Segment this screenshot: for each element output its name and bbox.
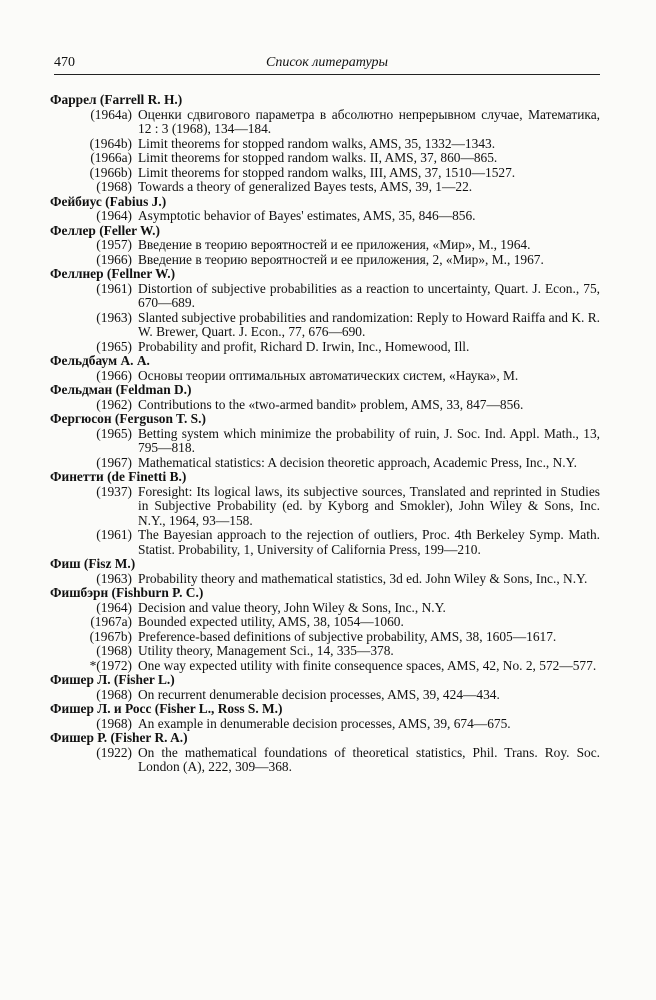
entry-text: Betting system which minimize the probability of ruin, J. Soc. Ind. Appl. Math., 13, 795—818. xyxy=(138,425,600,455)
reference-entry xyxy=(50,108,600,137)
author-name: Феллер (Feller W.) xyxy=(50,222,160,238)
entry-text: Оценки сдвигового параметра в абсолютно непрерывном случае, Математика, 12 : 3 (1968), 134—184. xyxy=(138,106,600,136)
reference-entry xyxy=(50,137,600,152)
entry-year: (1965) xyxy=(96,338,132,354)
entry-year: (1964) xyxy=(96,208,132,223)
reference-entry xyxy=(50,209,600,224)
entry-year: (1962) xyxy=(96,396,132,412)
reference-group xyxy=(50,354,600,383)
entry-year: (1968) xyxy=(96,686,132,702)
entry-year: (1966b) xyxy=(89,164,132,180)
reference-entry xyxy=(50,528,600,557)
entry-year: (1967) xyxy=(96,454,132,470)
entry-text: Введение в теорию вероятностей и ее приложения, 2, «Мир», М., 1967. xyxy=(138,251,544,267)
entry-year: (1966) xyxy=(96,367,132,383)
entry-year: (1961) xyxy=(96,527,132,542)
reference-group xyxy=(50,195,600,224)
entry-year: (1967a) xyxy=(90,614,132,629)
entry-text: Decision and value theory, John Wiley & Sons, Inc., N.Y. xyxy=(138,599,446,615)
running-title: Список литературы xyxy=(266,55,388,70)
reference-entry xyxy=(50,369,600,384)
entry-text: Utility theory, Management Sci., 14, 335—378. xyxy=(138,643,394,658)
reference-entry xyxy=(50,746,600,775)
entry-text: Probability and profit, Richard D. Irwin, Inc., Homewood, Ill. xyxy=(138,338,470,354)
author-name: Фельдман (Feldman D.) xyxy=(50,382,192,397)
reference-entry xyxy=(50,630,600,645)
entry-year: (1965) xyxy=(96,425,132,441)
reference-group xyxy=(50,673,600,702)
entry-text: Slanted subjective probabilities and randomization: Reply to Howard Raiffa and K. R. W. Brewer, Quart. J. Econ., 77, 676—690. xyxy=(138,309,600,339)
reference-group xyxy=(50,557,600,586)
entry-year: *(1972) xyxy=(89,657,132,673)
entry-year: (1968) xyxy=(96,179,132,194)
entry-text: One way expected utility with finite consequence spaces, AMS, 42, No. 2, 572—577. xyxy=(138,657,597,673)
reference-group xyxy=(50,412,600,470)
author-name: Фишер Л. и Росс (Fisher L., Ross S. M.) xyxy=(50,701,283,716)
entry-year: (1964) xyxy=(96,599,132,615)
author-name: Фаррел (Farrell R. H.) xyxy=(50,92,183,107)
author-name: Фельдбаум А. А. xyxy=(50,353,150,368)
entry-text: On recurrent denumerable decision processes, AMS, 39, 424—434. xyxy=(138,686,500,702)
entry-text: Bounded expected utility, AMS, 38, 1054—1060. xyxy=(138,614,404,629)
reference-entry xyxy=(50,659,600,674)
reference-entry xyxy=(50,151,600,166)
entry-text: Distortion of subjective probabilities as a reaction to uncertainty, Quart. J. Econ., 75, 670—689. xyxy=(138,280,600,310)
entry-year: (1922) xyxy=(96,744,132,760)
reference-group xyxy=(50,93,600,195)
reference-group xyxy=(50,731,600,775)
reference-list xyxy=(50,93,600,775)
reference-entry xyxy=(50,485,600,529)
reference-entry xyxy=(50,615,600,630)
author-name: Фишер Р. (Fisher R. A.) xyxy=(50,730,188,745)
entry-year: (1957) xyxy=(96,237,132,252)
entry-year: (1968) xyxy=(96,643,132,658)
entry-year: (1937) xyxy=(96,483,132,499)
reference-entry xyxy=(50,717,600,732)
author-name: Фейбиус (Fabius J.) xyxy=(50,193,167,209)
entry-text: Mathematical statistics: A decision theoretic approach, Academic Press, Inc., N.Y. xyxy=(138,454,577,470)
entry-text: Preference-based definitions of subjective probability, AMS, 38, 1605—1617. xyxy=(138,628,557,644)
author-name: Фишер Л. (Fisher L.) xyxy=(50,672,175,687)
reference-entry xyxy=(50,340,600,355)
reference-entry xyxy=(50,282,600,311)
reference-entry xyxy=(50,166,600,181)
entry-text: Limit theorems for stopped random walks, AMS, 35, 1332—1343. xyxy=(138,135,496,151)
page-header xyxy=(54,56,600,75)
author-name: Финетти (de Finetti B.) xyxy=(50,469,187,484)
reference-group xyxy=(50,470,600,557)
entry-year: (1967b) xyxy=(89,628,132,644)
entry-year: (1963) xyxy=(96,309,132,325)
entry-text: An example in denumerable decision processes, AMS, 39, 674—675. xyxy=(138,715,511,731)
reference-entry xyxy=(50,456,600,471)
entry-text: Probability theory and mathematical statistics, 3d ed. John Wiley & Sons, Inc., N.Y. xyxy=(138,570,588,586)
entry-year: (1963) xyxy=(96,570,132,586)
reference-entry xyxy=(50,688,600,703)
reference-entry xyxy=(50,311,600,340)
entry-year: (1966a) xyxy=(90,150,132,165)
entry-text: Limit theorems for stopped random walks. II, AMS, 37, 860—865. xyxy=(138,150,498,165)
author-name: Феллнер (Fellner W.) xyxy=(50,266,176,281)
entry-text: Введение в теорию вероятностей и ее приложения, «Мир», М., 1964. xyxy=(138,237,531,252)
reference-entry xyxy=(50,644,600,659)
entry-text: On the mathematical foundations of theoretical statistics, Phil. Trans. Roy. Soc. London (A), 222, 309—368. xyxy=(138,744,600,774)
page-number: 470 xyxy=(54,55,75,70)
entry-year: (1961) xyxy=(96,280,132,296)
entry-year: (1964a) xyxy=(90,106,132,122)
entry-year: (1964b) xyxy=(89,135,132,151)
reference-entry xyxy=(50,238,600,253)
reference-entry xyxy=(50,253,600,268)
entry-text: Limit theorems for stopped random walks, III, AMS, 37, 1510—1527. xyxy=(138,164,516,180)
reference-entry xyxy=(50,427,600,456)
reference-entry xyxy=(50,572,600,587)
entry-year: (1966) xyxy=(96,251,132,267)
reference-group xyxy=(50,267,600,354)
entry-text: Towards a theory of generalized Bayes tests, AMS, 39, 1—22. xyxy=(138,179,473,194)
author-name: Фергюсон (Ferguson T. S.) xyxy=(50,411,206,426)
reference-entry xyxy=(50,180,600,195)
entry-text: Foresight: Its logical laws, its subjective sources, Translated and reprinted in Studies in Subjective Probability (ed. by Kyborg and Smokler), John Wiley & Sons, Inc. N.Y., 1964, 93—158. xyxy=(138,483,600,528)
reference-group xyxy=(50,586,600,673)
entry-text: Asymptotic behavior of Bayes' estimates, AMS, 35, 846—856. xyxy=(138,208,476,223)
reference-entry xyxy=(50,398,600,413)
author-name: Фиш (Fisz M.) xyxy=(50,556,136,571)
reference-entry xyxy=(50,601,600,616)
reference-group xyxy=(50,702,600,731)
entry-year: (1968) xyxy=(96,715,132,731)
author-name: Фишбэрн (Fishburn P. C.) xyxy=(50,585,204,600)
entry-text: Основы теории оптимальных автоматических систем, «Наука», М. xyxy=(138,367,519,383)
entry-text: Contributions to the «two-armed bandit» problem, AMS, 33, 847—856. xyxy=(138,396,524,412)
reference-group xyxy=(50,224,600,268)
reference-group xyxy=(50,383,600,412)
entry-text: The Bayesian approach to the rejection of outliers, Proc. 4th Berkeley Symp. Math. Statist. Probability, 1, University of California Press, 199—210. xyxy=(138,527,600,557)
